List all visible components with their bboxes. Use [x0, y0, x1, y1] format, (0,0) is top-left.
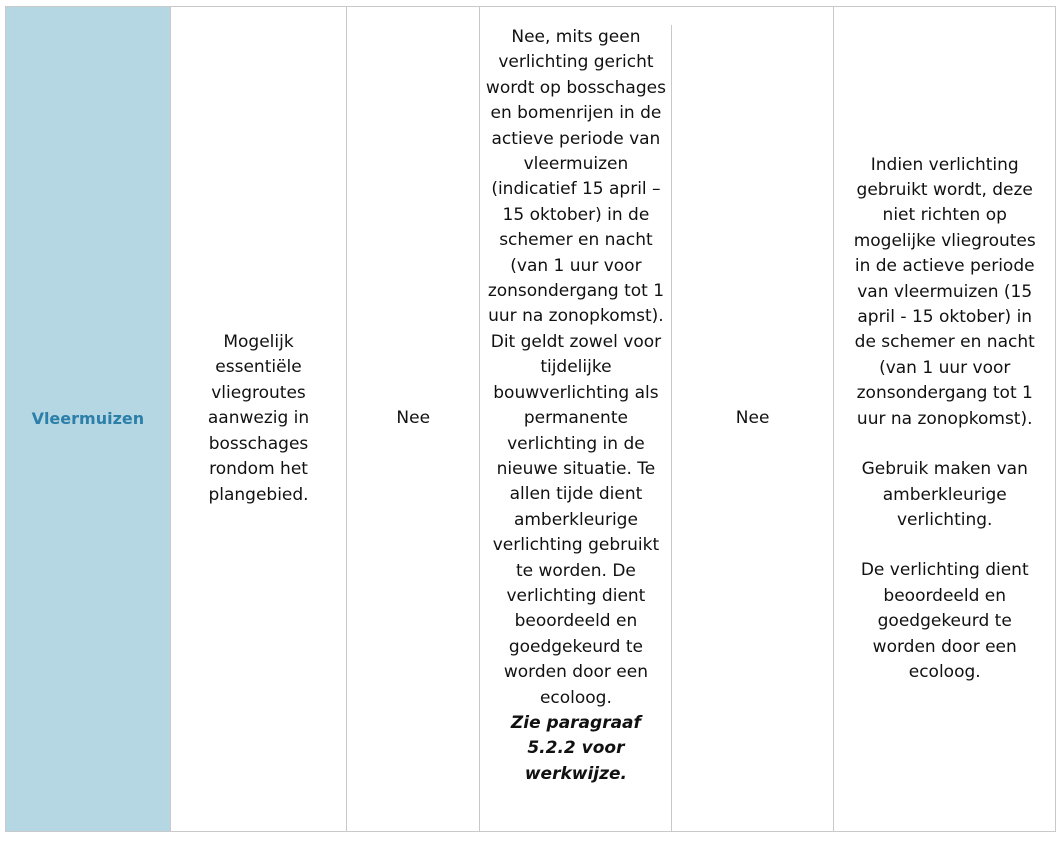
advice-paragraph: Gebruik maken van amberkleurige verlichting. [861, 459, 1028, 530]
column-5-value: Nee [735, 408, 770, 429]
measure-cell [480, 7, 672, 831]
situation-cell [171, 7, 348, 831]
species-label: Vleermuizen [31, 409, 145, 429]
column-3-value: Nee [396, 408, 431, 429]
column-5-cell [672, 7, 835, 831]
measure-text: Nee, mits geen verlichting gericht wordt op bosschages en bomenrijen in de actieve periode van vleermuizen (indicatief 15 april – 15 oktober) in de schemer en nacht (van 1 uur voor zonsondergang tot 1 uur na zonopkomst). Dit geldt zowel voor tijdelijke bouwverlichting als permanente verlichting in de nieuwe situatie. Te allen tijde dient amberkleurige verlichting gebruikt te worden. De verlichting dient beoordeeld en goedgekeurd te worden door een ecoloog. [485, 27, 666, 708]
column-3-cell [347, 7, 480, 831]
situation-text: Mogelijk essentiële vliegroutes aanwezig in bosschages rondom het plangebied. [207, 332, 310, 505]
assessment-table [5, 6, 1056, 832]
advice-paragraph: Indien verlichting gebruikt wordt, deze niet richten op mogelijke vliegroutes in de actieve periode van vleermuizen (15 april - 15 oktober) in de schemer en nacht (van 1 uur voor zonsondergang tot 1 uur na zonopkomst). [853, 154, 1036, 429]
species-cell [6, 7, 171, 831]
advice-cell [834, 7, 1055, 831]
advice-paragraph: De verlichting dient beoordeeld en goedgekeurd te worden door een ecoloog. [860, 560, 1029, 682]
measure-reference: Zie paragraaf 5.2.2 voor werkwijze. [510, 712, 641, 784]
